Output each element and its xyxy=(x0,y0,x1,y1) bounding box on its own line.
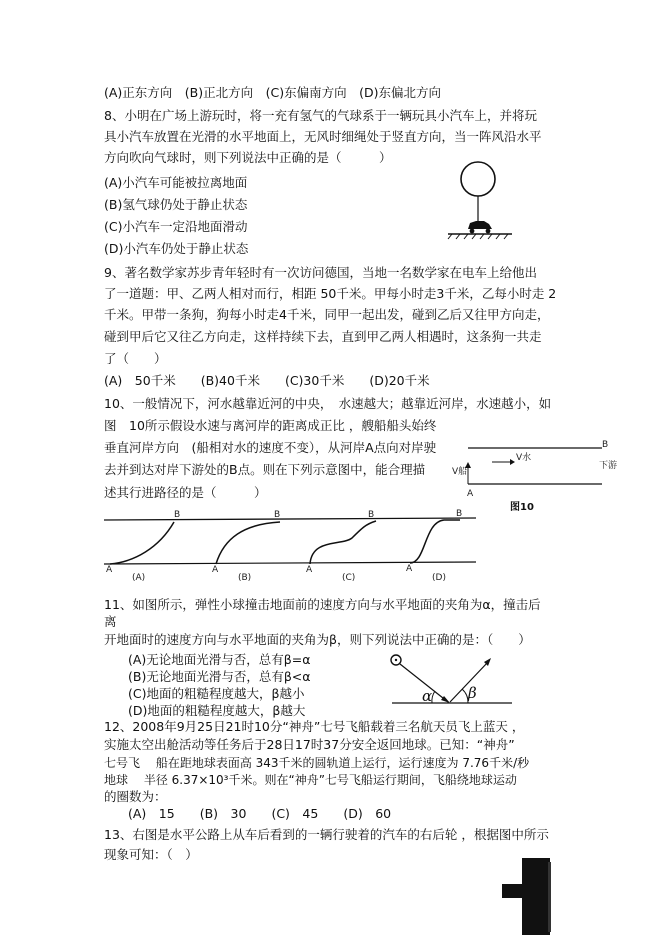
q12-stem-line-5: 的圈数为： xyxy=(104,789,167,804)
q10-stem-line-3: 垂直河岸方向 (船相对水的速度不变），从河岸A点向对岸驶 xyxy=(104,440,437,455)
q13-stem-line-1: 13、右图是水平公路上从车后看到的一辆行驶着的汽车的右后轮 ，根据图中所示 xyxy=(104,827,549,842)
q9-stem-line-4: 碰到甲后它又往乙方向走，这样持续下去，直到甲乙两人相遇时，这条狗一共走 xyxy=(104,329,542,344)
choice-d-label: (D) xyxy=(432,573,446,583)
rear-wheel-figure xyxy=(500,858,558,935)
choice-d-point-b: B xyxy=(456,509,463,519)
q12-stem-line-3: 七号飞 船在距地球表面高 343千米的圆轨道上运行，运行速度为 7.76千米/秒 xyxy=(104,756,530,770)
q11-stem-line-1: 11、如图所示，弹性小球撞击地面前的速度方向与水平地面的夹角为α，撞击后 xyxy=(104,597,541,612)
q12-options: (A) 15 (B) 30 (C) 45 (D) 60 xyxy=(128,806,392,821)
tire-edge xyxy=(548,862,551,932)
q12-stem-line-4: 地球 半径 6.37×10³千米。则在“神舟”七号飞船运行期间，飞船绕地球运动 xyxy=(104,773,517,787)
toy-car xyxy=(468,221,492,229)
beta-label: β xyxy=(468,684,477,702)
q8-option-a: (A)小汽车可能被拉离地面 xyxy=(104,175,248,190)
strip-top-bank xyxy=(104,518,476,520)
alpha-arc xyxy=(432,691,435,703)
q7-options: (A)正东方向 (B)正北方向 (C)东偏南方向 (D)东偏北方向 xyxy=(104,85,441,100)
q10-stem-line-2: 图 10所示假设水速与离河岸的距离成正比 ，艘船船头始终 xyxy=(104,418,437,433)
q12-stem-line-2: 实施太空出舱活动等任务后于28日17时37分安全返回地球。已知：“神舟” xyxy=(104,737,515,752)
q10-stem-line-4: 去并到达对岸下游处的B点。则在下列示意图中，能合理描 xyxy=(104,462,426,477)
q8-option-d: (D)小汽车仍处于静止状态 xyxy=(104,241,249,256)
q8-stem-line-2: 具小汽车放置在光滑的水平地面上，无风时细绳处于竖直方向，当一阵风沿水平 xyxy=(104,129,542,144)
car-wheel xyxy=(470,229,475,234)
q11-stem-line-2: 开地面时的速度方向与水平地面的夹角为β，则下列说法中正确的是：（ ） xyxy=(104,632,531,647)
boat-velocity-label: V船 xyxy=(452,467,468,477)
path-choice-d xyxy=(410,520,460,563)
q9-stem-line-5: 了（ ） xyxy=(104,351,167,366)
choice-b-point-a: A xyxy=(212,565,219,575)
q9-stem-line-1: 9、著名数学家苏步青年轻时有一次访问德国，当地一名数学家在电车上给他出 xyxy=(104,265,537,280)
choice-a-point-a: A xyxy=(106,565,113,575)
water-velocity-label: V水 xyxy=(516,453,532,463)
downstream-label: 下游 xyxy=(599,461,618,471)
water-velocity-arrowhead xyxy=(510,459,515,465)
q10-stem-line-5: 述其行进路径的是（ ） xyxy=(104,485,267,500)
q8-stem-line-1: 8、小明在广场上游玩时，将一充有氢气的气球系于一辆玩具小汽车上，并将玩 xyxy=(104,108,537,123)
figure-10-river-diagram xyxy=(452,440,622,516)
balloon xyxy=(461,162,495,196)
q11-option-a: (A)无论地面光滑与否，总有β=α xyxy=(128,652,311,667)
q9-stem-line-3: 千米。甲带一条狗，狗每小时走4千米，同甲一起出发，碰到乙后又往甲方向走， xyxy=(104,307,550,322)
strip-bottom-bank xyxy=(104,562,476,564)
q11-option-b: (B)无论地面光滑与否，总有β<α xyxy=(128,669,311,684)
choice-c-point-b: B xyxy=(368,510,375,520)
wheel-hub xyxy=(502,884,526,898)
q8-option-c: (C)小汽车一定沿地面滑动 xyxy=(104,219,248,234)
choice-b-label: (B) xyxy=(238,573,252,583)
path-choice-a xyxy=(110,522,174,564)
choice-c-label: (C) xyxy=(342,573,356,583)
choice-b-point-b: B xyxy=(274,510,281,520)
figure-10-caption: 图10 xyxy=(510,502,534,513)
path-choice-c xyxy=(310,521,376,564)
q8-option-b: (B)氢气球仍处于静止状态 xyxy=(104,197,248,212)
q10-stem-line-1: 10、一般情况下，河水越靠近河的中央， 水速越大；越靠近河岸，水速越小，如 xyxy=(104,396,552,411)
point-b-label: B xyxy=(602,440,609,450)
car-wheel xyxy=(486,229,491,234)
ball-bounce-figure xyxy=(388,652,518,712)
balloon-car-figure xyxy=(440,155,520,240)
choice-a-point-b: B xyxy=(174,510,181,520)
ball-center xyxy=(395,659,397,661)
q13-stem-line-2: 现象可知：（ ） xyxy=(104,847,198,862)
choice-d-point-a: A xyxy=(406,564,413,574)
q8-stem-line-3: 方向吹向气球时，则下列说法中正确的是（ ） xyxy=(104,150,392,165)
choice-a-label: (A) xyxy=(132,573,146,583)
alpha-label: α xyxy=(422,687,433,705)
tire xyxy=(522,858,550,935)
path-choice-b xyxy=(216,522,280,564)
q10-choice-diagrams xyxy=(104,508,482,584)
choice-c-point-a: A xyxy=(306,565,313,575)
q11-stem-line-1b: 离 xyxy=(104,614,117,629)
q11-option-d: (D)地面的粗糙程度越大，β越大 xyxy=(128,703,306,718)
q9-stem-line-2: 了一道题：甲、乙两人相对而行，相距 50千米。甲每小时走3千米，乙每小时走 2 xyxy=(104,286,557,301)
q12-stem-line-1: 12、2008年9月25日21时10分“神舟”七号飞船载着三名航天员飞上蓝天 ， xyxy=(104,719,525,734)
q11-option-c: (C)地面的粗糙程度越大，β越小 xyxy=(128,686,305,701)
q9-options: (A) 50千米 (B)40千米 (C)30千米 (D)20千米 xyxy=(104,373,430,388)
point-a-label: A xyxy=(467,489,474,499)
